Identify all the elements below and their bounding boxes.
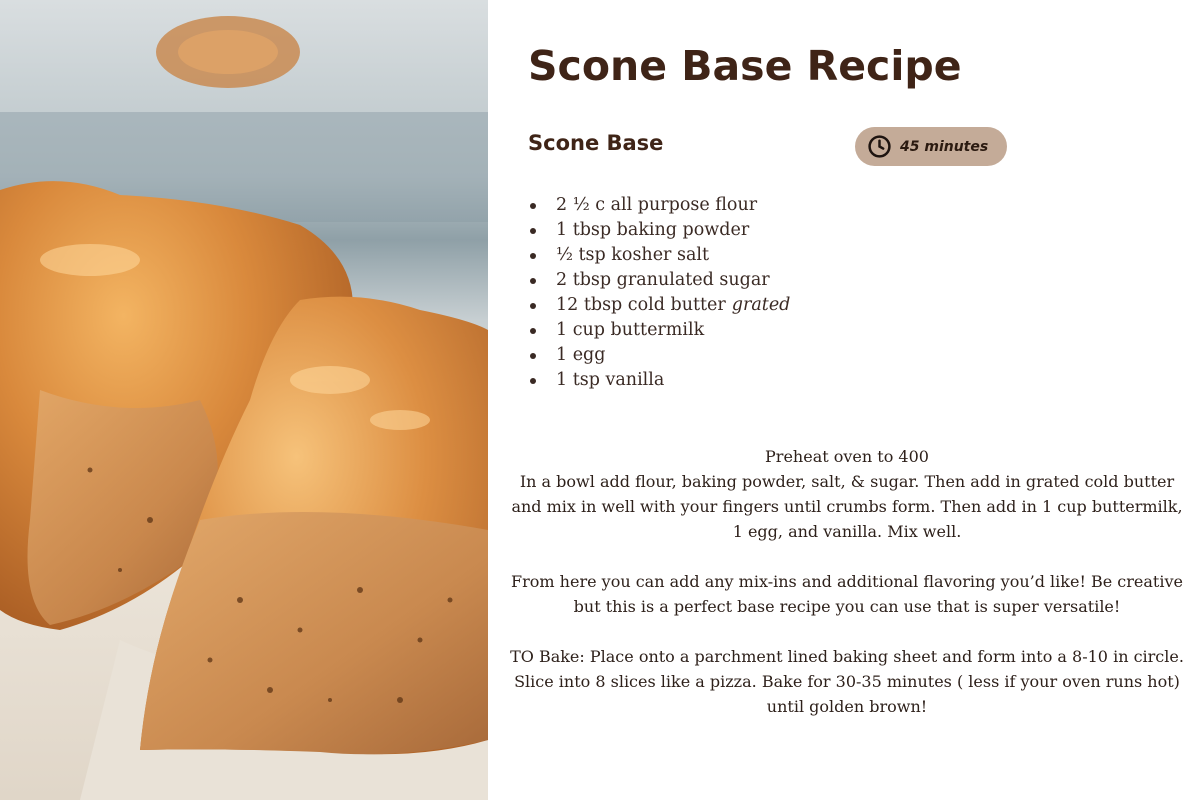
ingredient-item	[530, 343, 790, 368]
instruction-bake: TO Bake: Place onto a parchment lined baking sheet and form into a 8-10 in circle. Slice into 8 slices like a pizza. Bake for 30-35 minutes ( less if your oven runs hot) until golden brown!	[510, 647, 1184, 716]
bullet-icon	[530, 328, 536, 334]
ingredient-text: 1 cup buttermilk	[556, 320, 705, 340]
instructions	[506, 444, 1188, 719]
ingredient-note: grated	[731, 295, 791, 315]
ingredient-item	[530, 243, 790, 268]
ingredient-text: ½ tsp kosher salt	[556, 245, 710, 265]
clock-icon	[867, 134, 892, 159]
ingredient-text: 2 tbsp granulated sugar	[556, 270, 770, 290]
ingredient-item	[530, 318, 790, 343]
time-label: 45 minutes	[900, 138, 989, 155]
ingredient-text: 2 ½ c all purpose flour	[556, 195, 758, 215]
instruction-mix: In a bowl add flour, baking powder, salt, & sugar. Then add in grated cold butter and mix in well with your fingers until crumbs form. Then add in 1 cup buttermilk, 1 egg, and vanilla. Mix well.	[511, 472, 1183, 541]
bullet-icon	[530, 303, 536, 309]
time-badge	[855, 127, 1007, 166]
ingredient-text: 1 tbsp baking powder	[556, 220, 750, 240]
ingredient-text: 1 tsp vanilla	[556, 370, 665, 390]
recipe-title: Scone Base Recipe	[528, 42, 962, 90]
bullet-icon	[530, 278, 536, 284]
ingredient-item	[530, 193, 790, 218]
ingredient-text: 12 tbsp cold butter	[556, 295, 726, 315]
bullet-icon	[530, 228, 536, 234]
instruction-preheat: Preheat oven to 400	[765, 447, 929, 466]
bullet-icon	[530, 203, 536, 209]
ingredient-list	[530, 193, 790, 393]
recipe-subtitle: Scone Base	[528, 131, 664, 155]
ingredient-item	[530, 293, 790, 318]
ingredient-item	[530, 368, 790, 393]
ingredient-text: 1 egg	[556, 345, 606, 365]
bullet-icon	[530, 253, 536, 259]
ingredient-item	[530, 268, 790, 293]
scone-illustration	[0, 0, 488, 800]
bullet-icon	[530, 353, 536, 359]
ingredient-item	[530, 218, 790, 243]
recipe-card	[488, 0, 1200, 800]
bullet-icon	[530, 378, 536, 384]
instruction-mixins: From here you can add any mix-ins and additional flavoring you’d like! Be creative but this is a perfect base recipe you can use that is super versatile!	[511, 572, 1183, 616]
scone-photo	[0, 0, 488, 800]
